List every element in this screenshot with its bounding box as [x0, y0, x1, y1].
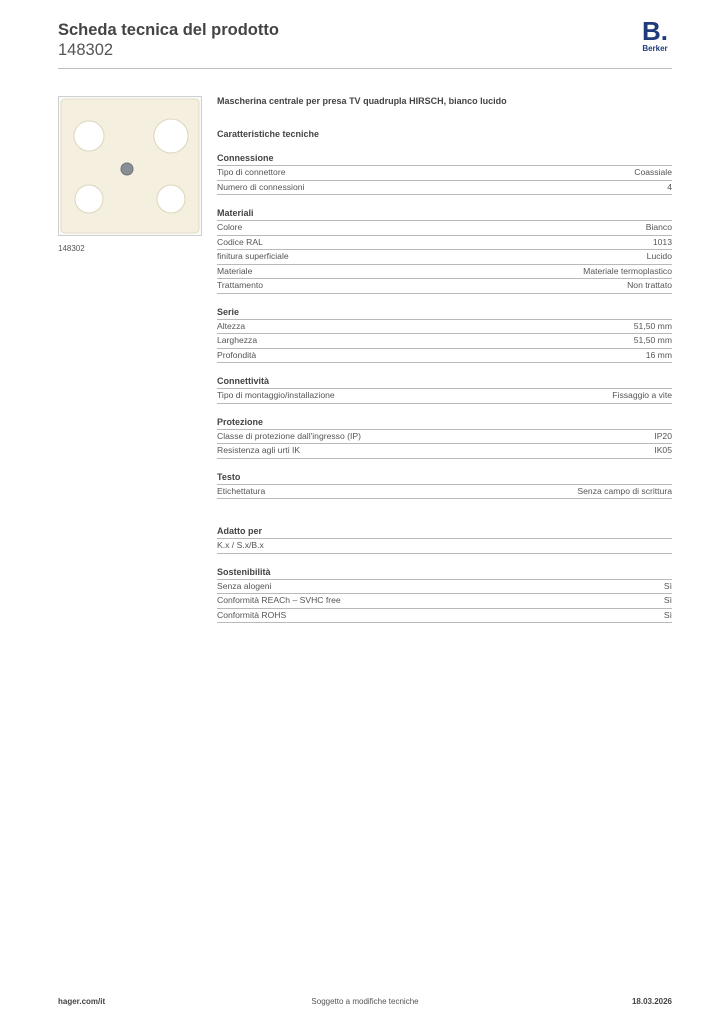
- spec-row: [217, 594, 672, 609]
- section-title: Serie: [217, 306, 672, 320]
- spec-value: Sì: [663, 609, 672, 620]
- spec-row: [217, 279, 672, 294]
- technical-characteristics-heading: Caratteristiche tecniche: [217, 129, 320, 139]
- section-title: Sostenibilità: [217, 566, 672, 580]
- spec-row: [217, 609, 672, 624]
- spec-section: [217, 416, 672, 459]
- footer-website: hager.com/it: [58, 997, 106, 1006]
- spec-value: Fissaggio a vite: [612, 390, 672, 400]
- spec-label: Tipo di connettore: [217, 167, 286, 177]
- spec-section: [217, 525, 672, 554]
- spec-label: Colore: [217, 222, 243, 232]
- section-title: Protezione: [217, 416, 672, 430]
- spec-value: Senza campo di scrittura: [577, 485, 672, 496]
- spec-row: [217, 389, 672, 404]
- section-title: Connettività: [217, 375, 672, 389]
- spec-label: Senza alogeni: [217, 580, 272, 591]
- spec-value: IK05: [654, 445, 672, 455]
- spec-label: Tipo di montaggio/installazione: [217, 390, 335, 400]
- spec-row: [217, 221, 672, 236]
- product-image: [59, 97, 201, 235]
- spec-row: [217, 265, 672, 280]
- spec-value: Materiale termoplastico: [583, 265, 672, 276]
- image-caption: 148302: [58, 244, 85, 253]
- section-title: Adatto per: [217, 525, 672, 539]
- spec-label: K.x / S.x/B.x: [217, 540, 264, 550]
- spec-row: [217, 485, 672, 500]
- spec-row: [217, 250, 672, 265]
- spec-label: finitura superficiale: [217, 251, 289, 261]
- spec-section: [217, 152, 672, 195]
- document-title: Scheda tecnica del prodotto: [58, 21, 279, 39]
- spec-row: [217, 334, 672, 349]
- socket-hole-bottom-left: [75, 185, 103, 213]
- spec-row: [217, 430, 672, 445]
- socket-hole-top-left: [74, 121, 104, 151]
- spec-value: 16 mm: [645, 349, 672, 360]
- footer-notice: Soggetto a modifiche tecniche: [311, 997, 419, 1006]
- spec-row: [217, 181, 672, 196]
- spec-value: Sì: [663, 595, 672, 605]
- section-title: Testo: [217, 471, 672, 485]
- spec-label: Classe di protezione dall'ingresso (IP): [217, 430, 361, 441]
- spec-value: 4: [667, 181, 672, 192]
- spec-section: [217, 306, 672, 364]
- center-screw: [121, 163, 133, 175]
- spec-section: [217, 471, 672, 500]
- logo-letter: B.: [642, 16, 668, 46]
- spec-row: [217, 320, 672, 335]
- product-image-frame: [58, 96, 202, 236]
- product-code: 148302: [58, 41, 114, 59]
- spec-label: Altezza: [217, 320, 246, 331]
- spec-row: [217, 444, 672, 459]
- spec-section: [217, 207, 672, 294]
- spec-value: 1013: [652, 236, 672, 247]
- section-title: Materiali: [217, 207, 672, 221]
- spec-section: [217, 566, 672, 624]
- socket-hole-bottom-right: [157, 185, 185, 213]
- spec-value: Coassiale: [634, 167, 672, 177]
- spec-sections: [217, 152, 672, 623]
- spec-value: Non trattato: [627, 280, 672, 290]
- spec-label: Conformità ROHS: [217, 609, 287, 620]
- spec-label: Conformità REACh – SVHC free: [217, 595, 341, 605]
- socket-hole-top-right: [154, 119, 188, 153]
- header-divider: [58, 68, 672, 69]
- spec-value: 51,50 mm: [633, 320, 672, 331]
- spec-label: Profondità: [217, 349, 257, 360]
- footer-date: 18.03.2026: [631, 997, 672, 1006]
- spec-row: [217, 580, 672, 595]
- spec-value: Bianco: [645, 222, 672, 232]
- specifications: [217, 94, 672, 623]
- spec-label: Numero di connessioni: [217, 181, 305, 192]
- spec-row: [217, 166, 672, 181]
- berker-logo: [638, 16, 672, 54]
- logo-text: Berker: [642, 44, 668, 53]
- spec-value: IP20: [654, 430, 672, 441]
- product-description: Mascherina centrale per presa TV quadrupla HIRSCH, bianco lucido: [217, 96, 507, 106]
- page-header: [58, 16, 672, 68]
- spec-label: Resistenza agli urti IK: [217, 445, 301, 455]
- spec-section: [217, 375, 672, 404]
- spec-value: Sì: [663, 580, 672, 591]
- spec-label: Codice RAL: [217, 236, 263, 247]
- spec-value: Lucido: [646, 251, 672, 261]
- spec-label: Trattamento: [217, 280, 264, 290]
- spec-label: Larghezza: [217, 335, 258, 345]
- spec-label: Etichettatura: [217, 485, 266, 496]
- spec-row: [217, 236, 672, 251]
- spec-row: [217, 539, 672, 554]
- spec-row: [217, 349, 672, 364]
- spec-label: Materiale: [217, 265, 253, 276]
- section-title: Connessione: [217, 152, 672, 166]
- spec-value: 51,50 mm: [633, 335, 672, 345]
